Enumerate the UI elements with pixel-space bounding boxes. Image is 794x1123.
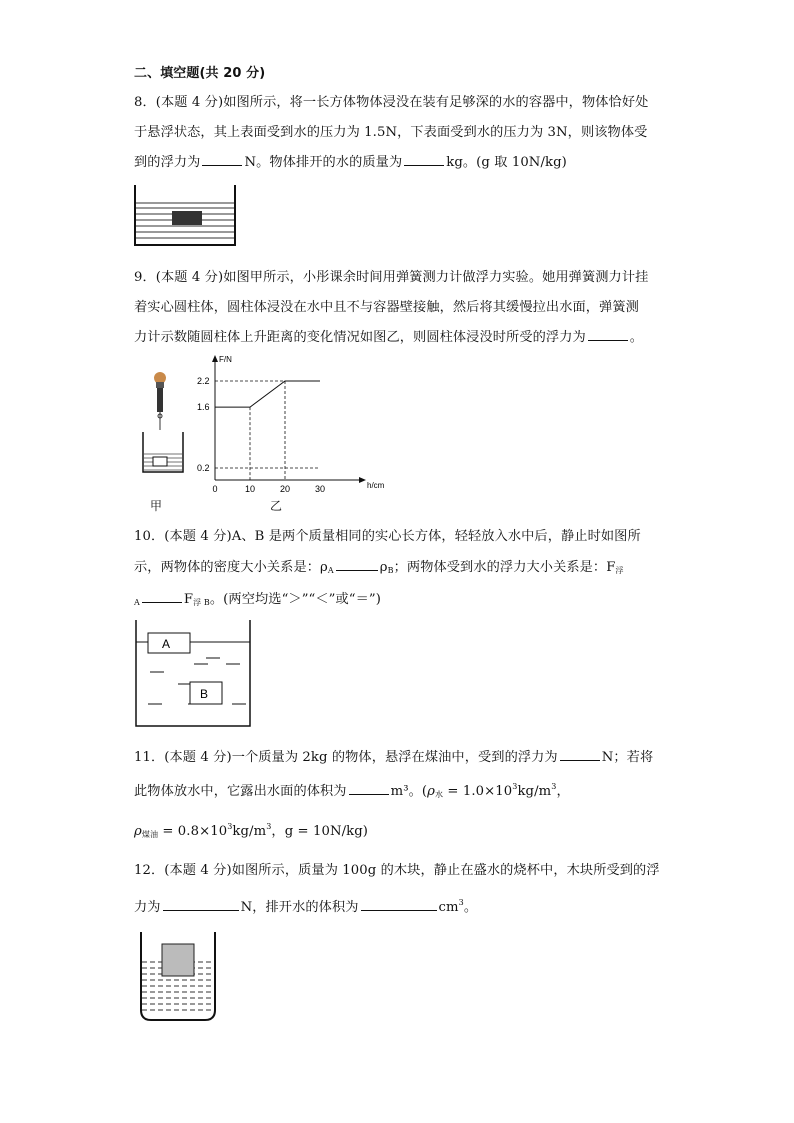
box-b-label: B [200,687,209,701]
q10-sub-fb: 浮 B [193,598,210,607]
x-tick-label: 20 [280,484,291,494]
q9-blank-1[interactable] [588,328,628,341]
q11-text-a: 11．(本题 4 分)一个质量为 2kg 的物体，悬浮在煤油中，受到的浮力为 [134,750,558,765]
q10-sub-a: A [327,566,334,575]
rho-water-value: = 1.0×10 [443,784,513,799]
rho-water-unit-exp: 3 [551,782,557,791]
x-axis-arrow [359,477,366,483]
q11-blank-2[interactable] [349,782,389,795]
rho-oil-sub: 煤油 [141,830,159,839]
x-tick-label: 30 [315,484,326,494]
q8-text-a: 到的浮力为 [134,155,201,170]
q9-spring-scale-figure [138,368,188,483]
spring-scale-icon [157,388,163,412]
q11-line-1 [134,746,653,765]
q8-blank-1[interactable] [202,153,242,166]
g-value: g = 10N/kg [284,824,363,839]
rho-water-exp: 3 [512,782,518,791]
x-tick-label: 0 [212,484,218,494]
q11-comma-2: ， [271,824,285,839]
q9-line-3 [134,326,643,345]
box-a-label: A [162,637,171,651]
q9-line-1: 9．(本题 4 分)如图甲所示，小彤课余时间用弹簧测力计做浮力实验。她用弹簧测力计挂 [134,270,649,285]
q11-blank-1[interactable] [560,748,600,761]
q10-line-3 [134,588,381,608]
q9-fig-right-label: 乙 [270,499,283,513]
q12-unit-exp: 3 [458,898,464,907]
q9-fig-left-label: 甲 [150,499,163,513]
rho-oil-exp: 3 [227,822,233,831]
q10-text-f: F [183,592,194,607]
rho-water-sub: 水 [435,790,444,799]
q12-blank-2[interactable] [361,898,437,911]
rho-oil-value: = 0.8×10 [158,824,228,839]
rho-oil: ρ [134,824,142,839]
section-title: 二、填空题(共 20 分) [134,66,266,81]
q12-text-a: 力为 [134,900,161,915]
y-tick-label: 2.2 [197,376,210,386]
y-tick-label: 1.6 [197,402,210,413]
y-axis-arrow [212,355,218,362]
q9-text-a: 力计示数随圆柱体上升距离的变化情况如图乙，则圆柱体浸没时所受的浮力为 [134,330,586,345]
q8-text-c: kg。(g 取 10N/kg) [446,155,567,170]
q12-blank-1[interactable] [163,898,239,911]
q10-text-c: ρ [379,560,388,575]
q11-text-b: N；若将 [601,750,654,765]
q8-line-1: 8．(本题 4 分)如图所示，将一长方体物体浸没在装有足够深的水的容器中，物体恰好处 [134,95,649,110]
q12-end: 。 [463,900,478,915]
q9-cylinder [153,457,167,466]
series-line [215,381,320,407]
q10-text-a: 示，两物体的密度大小关系是：ρ [134,560,328,575]
q12-line-2 [134,896,477,915]
q9-text-b: 。 [629,330,644,345]
q11-line-3 [134,820,368,840]
q11-text-c: 此物体放水中，它露出水面的体积为 [134,784,347,799]
q12-wood-block [162,944,194,976]
q12-line-1: 12．(本题 4 分)如图所示，质量为 100g 的木块，静止在盛水的烧杯中，木块所受到的浮 [134,863,660,878]
rho-oil-unit: kg/m [232,824,267,839]
rho-water: ρ [427,784,435,799]
q10-text-d: 。(两空均选“＞”“＜”或“＝”) [209,592,382,607]
rho-oil-unit-exp: 3 [266,822,272,831]
q8-line-2: 于悬浮状态，其上表面受到水的压力为 1.5N，下表面受到水的压力为 3N，则该物体受 [134,125,648,140]
y-axis-label: F/N [219,355,232,364]
q11-line-2 [134,780,570,800]
q10-line-1: 10．(本题 4 分)A、B 是两个质量相同的实心长方体，轻轻放入水中后，静止时如图所 [134,529,641,544]
q8-text-b: N。物体排开的水的质量为 [244,155,403,170]
x-axis-label: h/cm [367,481,385,490]
x-tick-label: 10 [245,484,256,494]
q10-line-2 [134,556,624,576]
q12-unit: cm [438,900,459,915]
q8-line-3 [134,151,567,170]
q10-sub-f: 浮 [615,566,624,575]
q11-close: ) [362,824,369,839]
q11-comma: ， [556,784,570,799]
q8-blank-2[interactable] [404,153,444,166]
q8-block [172,211,202,225]
q9-chart [190,355,390,495]
q9-line-2: 着实心圆柱体，圆柱体浸没在水中且不与容器壁接触，然后将其缓慢拉出水面，弹簧测 [134,300,639,315]
q10-sub-b: B [387,566,394,575]
q11-text-d: m³。( [390,784,428,799]
q10-blank-1[interactable] [336,558,378,571]
q10-sub-a2: A [134,598,140,607]
q10-figure [134,620,254,730]
y-tick-label: 0.2 [197,463,210,473]
q12-beaker-figure [138,932,223,1024]
q8-container-figure [132,185,242,250]
rho-water-unit: kg/m [517,784,552,799]
q12-text-b: N，排开水的体积为 [240,900,359,915]
q10-blank-2[interactable] [142,590,182,603]
q10-text-e: ；两物体受到水的浮力大小关系是：F [393,560,616,575]
